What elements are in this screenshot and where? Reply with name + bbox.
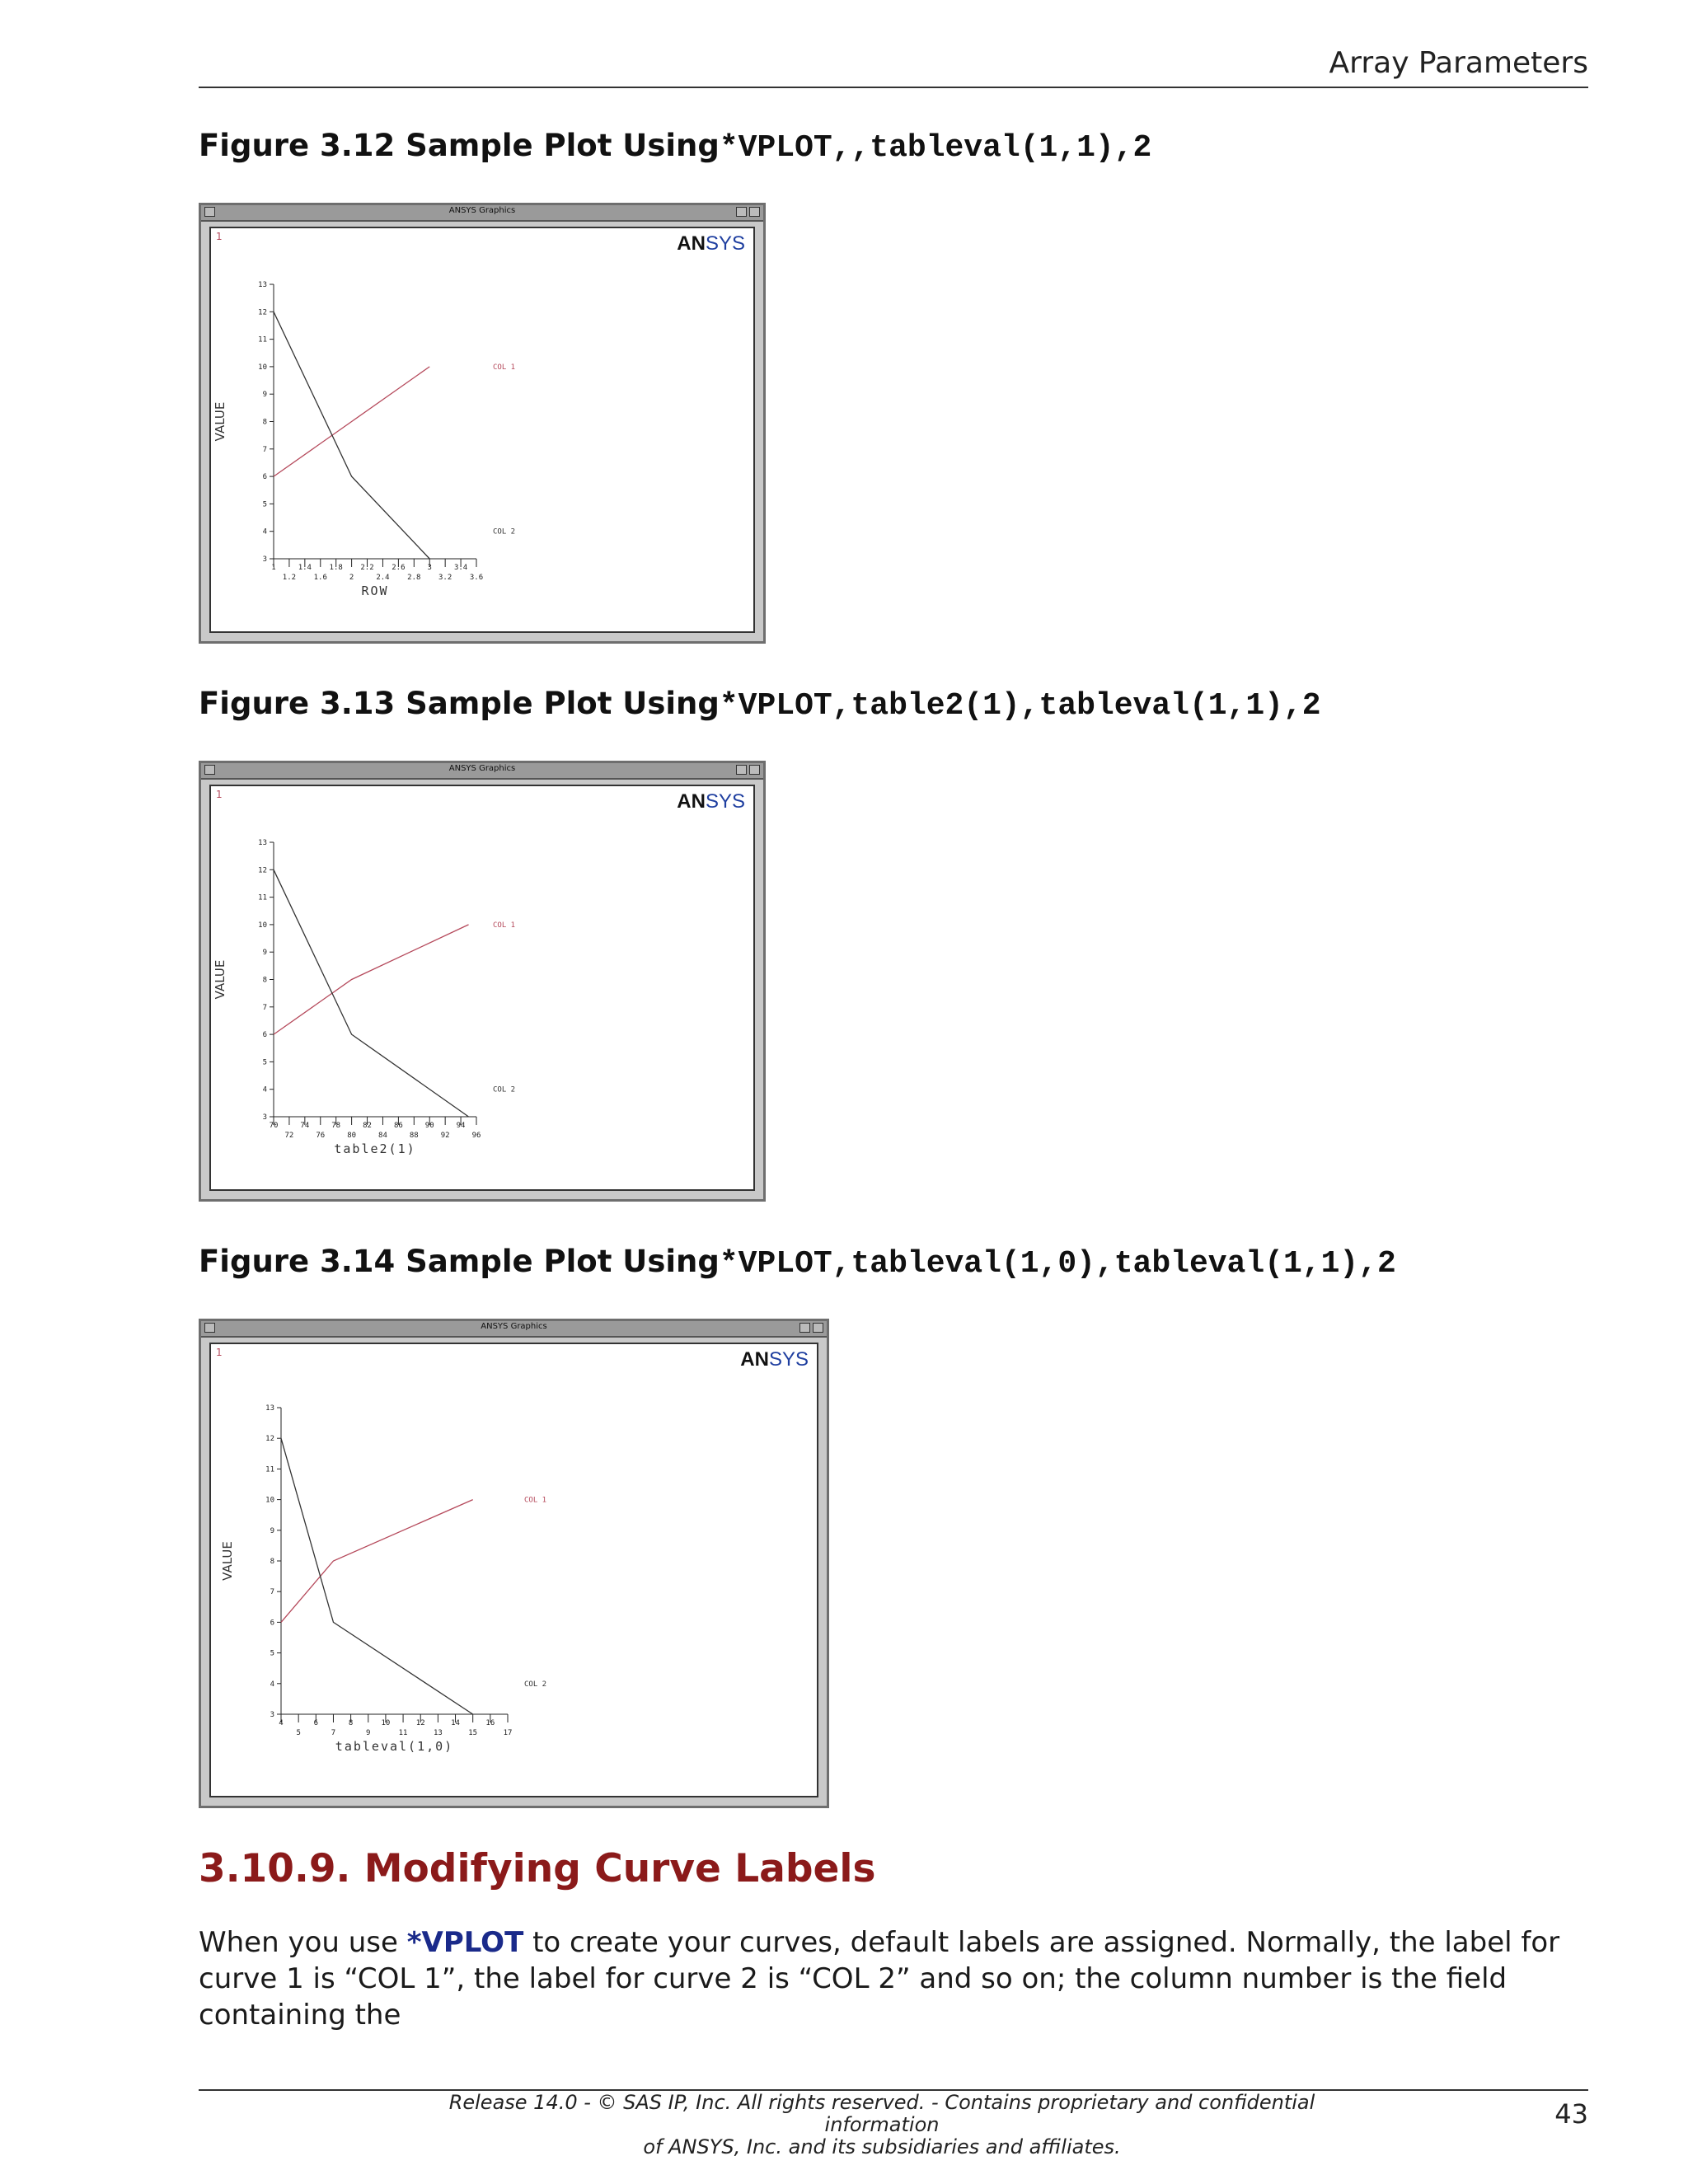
ansys-graphics-window-1: [199, 203, 766, 644]
x-tick-label: 1.4: [298, 564, 312, 572]
corner-label: 1: [216, 789, 223, 800]
x-tick-label: 72: [284, 1132, 294, 1140]
y-tick-label: 12: [258, 308, 267, 317]
figure-caption-3-14: [199, 1244, 1396, 1282]
y-tick-label: 12: [265, 1435, 274, 1444]
y-tick-label: 9: [270, 1526, 274, 1535]
x-tick-label: 70: [269, 1122, 279, 1130]
ansys-graphics-window-3: [199, 1319, 829, 1808]
x-tick-label: 94: [456, 1122, 466, 1130]
x-tick-label: 17: [503, 1729, 513, 1737]
x-tick-label: 1.6: [313, 574, 327, 582]
window-title: ANSYS Graphics: [448, 206, 516, 215]
y-tick-label: 6: [270, 1619, 274, 1628]
y-tick-label: 6: [262, 1031, 267, 1040]
x-tick-label: 3.2: [438, 574, 452, 582]
x-tick-label: 13: [433, 1729, 443, 1737]
x-tick-label: 74: [300, 1122, 310, 1130]
y-axis-label: VALUE: [213, 401, 227, 442]
series-label: COL 1: [493, 363, 516, 372]
line-chart-1: [211, 228, 753, 631]
ansys-logo: ANSYS: [677, 232, 745, 255]
x-tick-label: 2.2: [360, 564, 374, 572]
y-tick-label: 4: [262, 527, 267, 537]
x-tick-label: 9: [366, 1729, 371, 1737]
x-tick-label: 3.4: [453, 564, 468, 572]
y-tick-label: 7: [262, 445, 267, 454]
y-tick-label: 8: [270, 1558, 274, 1566]
window-title: ANSYS Graphics: [481, 1322, 547, 1331]
x-tick-label: 5: [296, 1729, 301, 1737]
figure-caption-prefix: Figure 3.12 Sample Plot Using: [199, 128, 720, 163]
x-tick-label: 8: [348, 1719, 354, 1727]
plot-area: [209, 1343, 818, 1797]
x-tick-label: 82: [363, 1122, 372, 1130]
y-tick-label: 13: [258, 839, 267, 847]
x-tick-label: 7: [331, 1729, 336, 1737]
series-line: [274, 367, 429, 476]
page-number: 43: [1554, 2098, 1588, 2130]
x-tick-label: 2.6: [392, 564, 406, 572]
y-tick-label: 12: [258, 866, 267, 875]
y-tick-label: 11: [258, 335, 267, 344]
series-label: COL 2: [524, 1680, 547, 1689]
x-tick-label: 1.8: [329, 564, 343, 572]
x-tick-label: 2: [349, 574, 354, 582]
x-tick-label: 78: [331, 1122, 341, 1130]
maximize-icon[interactable]: [749, 765, 760, 775]
maximize-icon[interactable]: [813, 1323, 823, 1333]
ansys-logo: ANSYS: [740, 1348, 809, 1371]
x-tick-label: 15: [468, 1729, 478, 1737]
x-tick-label: 88: [409, 1132, 419, 1140]
series-line: [274, 925, 469, 1034]
footer-line-1: Release 14.0 - © SAS IP, Inc. All rights reserved. - Contains proprietary and confidential information: [448, 2091, 1315, 2136]
corner-label: 1: [216, 231, 223, 242]
x-tick-label: 92: [440, 1132, 450, 1140]
figure-caption-code: *VPLOT,,tableval(1,1),2: [719, 130, 1152, 166]
section-heading: 3.10.9. Modifying Curve Labels: [199, 1846, 876, 1891]
y-tick-label: 3: [262, 555, 267, 564]
y-tick-label: 9: [262, 391, 267, 400]
x-tick-label: 16: [485, 1719, 495, 1727]
line-chart-3: [211, 1344, 817, 1796]
x-tick-label: 2.8: [407, 574, 421, 582]
y-tick-label: 8: [262, 976, 267, 985]
y-tick-label: 5: [270, 1649, 274, 1658]
y-tick-label: 11: [265, 1465, 274, 1474]
y-tick-label: 9: [262, 949, 267, 958]
figure-caption-3-13: [199, 686, 1321, 724]
figure-caption-prefix: Figure 3.13 Sample Plot Using: [199, 686, 720, 721]
running-header: Array Parameters: [1329, 46, 1588, 80]
y-tick-label: 8: [262, 418, 267, 427]
series-label: COL 2: [493, 527, 516, 537]
y-tick-label: 5: [262, 1058, 267, 1067]
x-tick-label: 84: [378, 1132, 387, 1140]
body-paragraph: [199, 1924, 1592, 2033]
y-tick-label: 11: [258, 893, 267, 902]
series-line: [281, 1438, 473, 1714]
figure-caption-code: *VPLOT,table2(1),tableval(1,1),2: [719, 688, 1321, 724]
y-tick-label: 4: [262, 1085, 267, 1094]
x-tick-label: 1: [271, 564, 276, 572]
y-tick-label: 6: [262, 473, 267, 482]
x-tick-label: 90: [424, 1122, 434, 1130]
minimize-icon[interactable]: [736, 765, 747, 775]
series-line: [274, 869, 469, 1117]
maximize-icon[interactable]: [749, 207, 760, 217]
y-tick-label: 7: [270, 1588, 274, 1597]
y-axis-label: VALUE: [213, 959, 227, 1000]
x-tick-label: 11: [398, 1729, 408, 1737]
y-tick-label: 3: [270, 1711, 274, 1719]
window-title: ANSYS Graphics: [448, 764, 516, 773]
y-tick-label: 13: [258, 281, 267, 289]
corner-label: 1: [216, 1347, 223, 1358]
series-label: COL 1: [493, 921, 516, 930]
y-tick-label: 3: [262, 1113, 267, 1122]
series-label: COL 2: [493, 1085, 516, 1094]
x-tick-label: 6: [313, 1719, 319, 1727]
y-tick-label: 10: [258, 363, 267, 372]
plot-area: [209, 785, 755, 1191]
minimize-icon[interactable]: [799, 1323, 810, 1333]
y-tick-label: 10: [265, 1496, 274, 1505]
footer-line-2: of ANSYS, Inc. and its subsidiaries and affiliates.: [643, 2135, 1121, 2158]
y-axis-label: VALUE: [220, 1541, 235, 1581]
y-tick-label: 5: [262, 500, 267, 509]
window-titlebar: [201, 1321, 827, 1338]
y-tick-label: 10: [258, 921, 267, 930]
x-tick-label: 80: [347, 1132, 357, 1140]
figure-caption-prefix: Figure 3.14 Sample Plot Using: [199, 1244, 720, 1279]
x-tick-label: 96: [471, 1132, 481, 1140]
figure-caption-code: *VPLOT,tableval(1,0),tableval(1,1),2: [719, 1246, 1396, 1282]
y-tick-label: 4: [270, 1680, 274, 1689]
x-tick-label: 3.6: [469, 574, 484, 582]
window-titlebar: [201, 763, 763, 780]
x-tick-label: 76: [316, 1132, 326, 1140]
header-rule: [199, 87, 1588, 88]
series-label: COL 1: [524, 1496, 547, 1505]
paragraph-text-before: When you use: [199, 1926, 407, 1959]
vplot-command-link[interactable]: *VPLOT: [406, 1926, 524, 1959]
ansys-graphics-window-2: [199, 761, 766, 1202]
x-tick-label: 86: [393, 1122, 403, 1130]
footer-legal: [412, 2092, 1352, 2158]
plot-area: [209, 227, 755, 633]
x-tick-label: 12: [415, 1719, 425, 1727]
x-tick-label: 4: [279, 1719, 284, 1727]
series-line: [281, 1500, 473, 1623]
x-tick-label: 14: [451, 1719, 460, 1727]
y-tick-label: 13: [265, 1404, 274, 1413]
x-tick-label: 3: [427, 564, 432, 572]
paragraph-text-after: to create your curves, default labels are assigned. Normally, the label for curve 1 is “COL 1”, the label for curve 2 is “COL 2” and so on; the column number is the field containing the: [199, 1926, 1560, 2032]
x-tick-label: 1.2: [282, 574, 297, 582]
x-axis-label: tableval(1,0): [335, 1739, 454, 1754]
series-line: [274, 312, 429, 559]
minimize-icon[interactable]: [736, 207, 747, 217]
x-axis-label: ROW: [361, 583, 389, 598]
y-tick-label: 7: [262, 1003, 267, 1012]
figure-caption-3-12: [199, 128, 1151, 166]
x-axis-label: table2(1): [334, 1141, 416, 1156]
window-titlebar: [201, 205, 763, 222]
x-tick-label: 2.4: [376, 574, 390, 582]
line-chart-2: [211, 786, 753, 1189]
ansys-logo: ANSYS: [677, 790, 745, 813]
x-tick-label: 10: [381, 1719, 391, 1727]
